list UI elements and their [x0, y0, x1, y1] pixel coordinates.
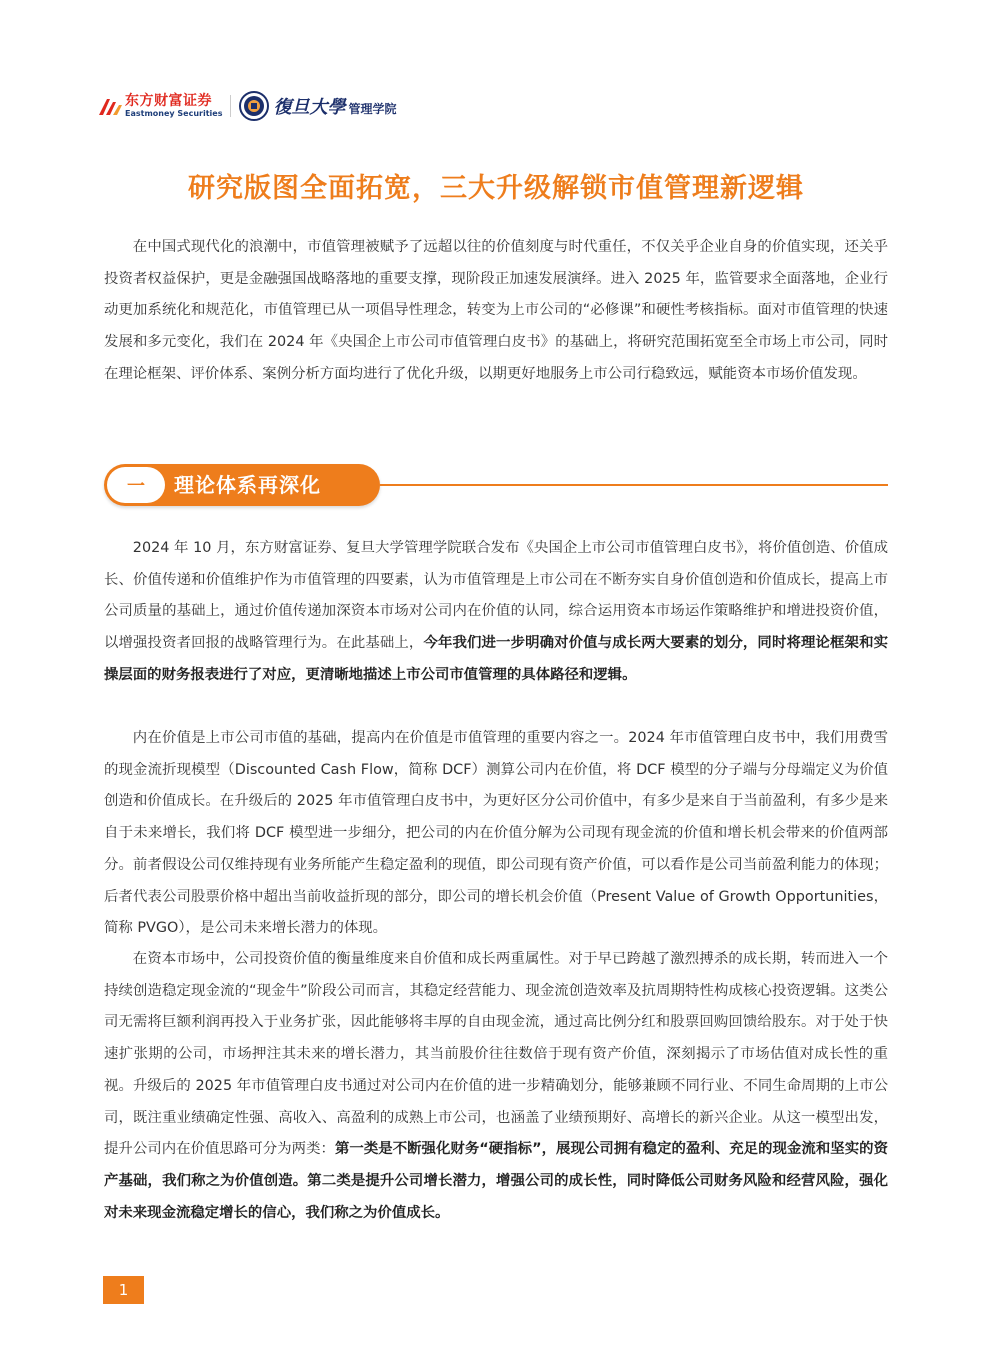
paragraph-3 — [104, 944, 888, 1229]
paragraph-1-bold: 今年我们进一步明确对价值与成长两大要素的划分，同时将理论框架和实操层面的财务报表进行了对应，更清晰地描述上市公司市值管理的具体路径和逻辑。 — [104, 635, 888, 683]
paragraph-3-text: 在资本市场中，公司投资价值的衡量维度来自价值和成长两重属性。对于早已跨越了激烈搏杀的成长期，转而进入一个持续创造稳定现金流的“现金牛”阶段公司而言，其稳定经营能力、现金流创造效率及抗周期特性构成核心投资逻辑。这类公司无需将巨额利润再投入于业务扩张，因此能够将丰厚的自由现金流，通过高比例分红和股票回购回馈给股东。对于处于快速扩张期的公司，市场押注其未来的增长潜力，其当前股价往往数倍于现有资产价值，深刻揭示了市场估值对成长性的重视。升级后的 2025 年市值管理白皮书通过对公司内在价值的进一步精确划分，能够兼顾不同行业、不同生命周期的上市公司，既注重业绩确定性强、高收入、高盈利的成熟上市公司，也涵盖了业绩预期好、高增长的新兴企业。从这一模型出发，提升公司内在价值思路可分为两类： — [104, 951, 888, 1158]
eastmoney-name-en: Eastmoney Securities — [125, 109, 223, 118]
section-header — [104, 464, 888, 506]
paragraph-3-bold: 第一类是不断强化财务“硬指标”，展现公司拥有稳定的盈利、充足的现金流和坚实的资产基础，我们称之为价值创造。第二类是提升公司增长潜力，增强公司的成长性，同时降低公司财务风险和经营风险，强化对未来现金流稳定增长的信心，我们称之为价值成长。 — [104, 1141, 888, 1221]
section-pill — [104, 464, 380, 506]
paragraph-2: 内在价值是上市公司市值的基础，提高内在价值是市值管理的重要内容之一。2024 年市值管理白皮书中，我们用费雪的现金流折现模型（Discounted Cash Flow，简称 DCF）测算公司内在价值，将 DCF 模型的分子端与分母端定义为价值创造和价值成长。在升级后的 2025 年市值管理白皮书中，为更好区分公司价值中，有多少是来自于当前盈利，有多少是来自于未来增长，我们将 DCF 模型进一步细分，把公司的内在价值分解为公司现有现金流的价值和增长机会带来的价值两部分。前者假设公司仅维持现有业务所能产生稳定盈利的现值，即公司现有资产价值，可以看作是公司当前盈利能力的体现；后者代表公司股票价格中超出当前收益折现的部分，即公司的增长机会价值（Present Value of Growth Opportunities，简称 PVGO），是公司未来增长潜力的体现。 — [104, 730, 888, 937]
fudan-name: 復旦大學 — [273, 97, 346, 118]
section-title: 理论体系再深化 — [174, 473, 321, 497]
eastmoney-logo — [97, 94, 222, 118]
eastmoney-logo-icon — [97, 95, 123, 117]
header-logos — [97, 86, 396, 126]
section-number: 一 — [107, 467, 165, 503]
intro-paragraph: 在中国式现代化的浪潮中，市值管理被赋予了远超以往的价值刻度与时代重任，不仅关乎企业自身的价值实现，还关乎投资者权益保护，更是金融强国战略落地的重要支撑，现阶段正加速发展演绎。进入 2025 年，监管要求全面落地，企业行动更加系统化和规范化，市值管理已从一项倡导性理念，转变为上市公司的“必修课”和硬性考核指标。面对市值管理的快速发展和多元变化，我们在 2024 年《央国企上市公司市值管理白皮书》的基础上，将研究范围拓宽至全市场上市公司，同时在理论框架、评价体系、案例分析方面均进行了优化升级，以期更好地服务上市公司行稳致远，赋能资本市场价值发现。 — [104, 239, 888, 382]
eastmoney-name-cn: 东方财富证券 — [125, 93, 212, 109]
page-number: 1 — [103, 1276, 144, 1304]
paragraph-1 — [104, 533, 888, 692]
logo-divider — [230, 95, 231, 117]
section-rule — [380, 484, 888, 486]
page-title: 研究版图全面拓宽，三大升级解锁市值管理新逻辑 — [188, 173, 804, 204]
fudan-seal-icon — [239, 91, 269, 121]
fudan-school-name: 管理学院 — [348, 102, 397, 116]
paragraph-1-text: 2024 年 10 月，东方财富证券、复旦大学管理学院联合发布《央国企上市公司市值管理白皮书》，将价值创造、价值成长、价值传递和价值维护作为市值管理的四要素，认为市值管理是上市公司在不断夯实自身价值创造和价值成长，提高上市公司质量的基础上，通过价值传递加深资本市场对公司内在价值的认同，综合运用资本市场运作策略维护和增进投资价值，以增强投资者回报的战略管理行为。在此基础上， — [104, 540, 888, 652]
